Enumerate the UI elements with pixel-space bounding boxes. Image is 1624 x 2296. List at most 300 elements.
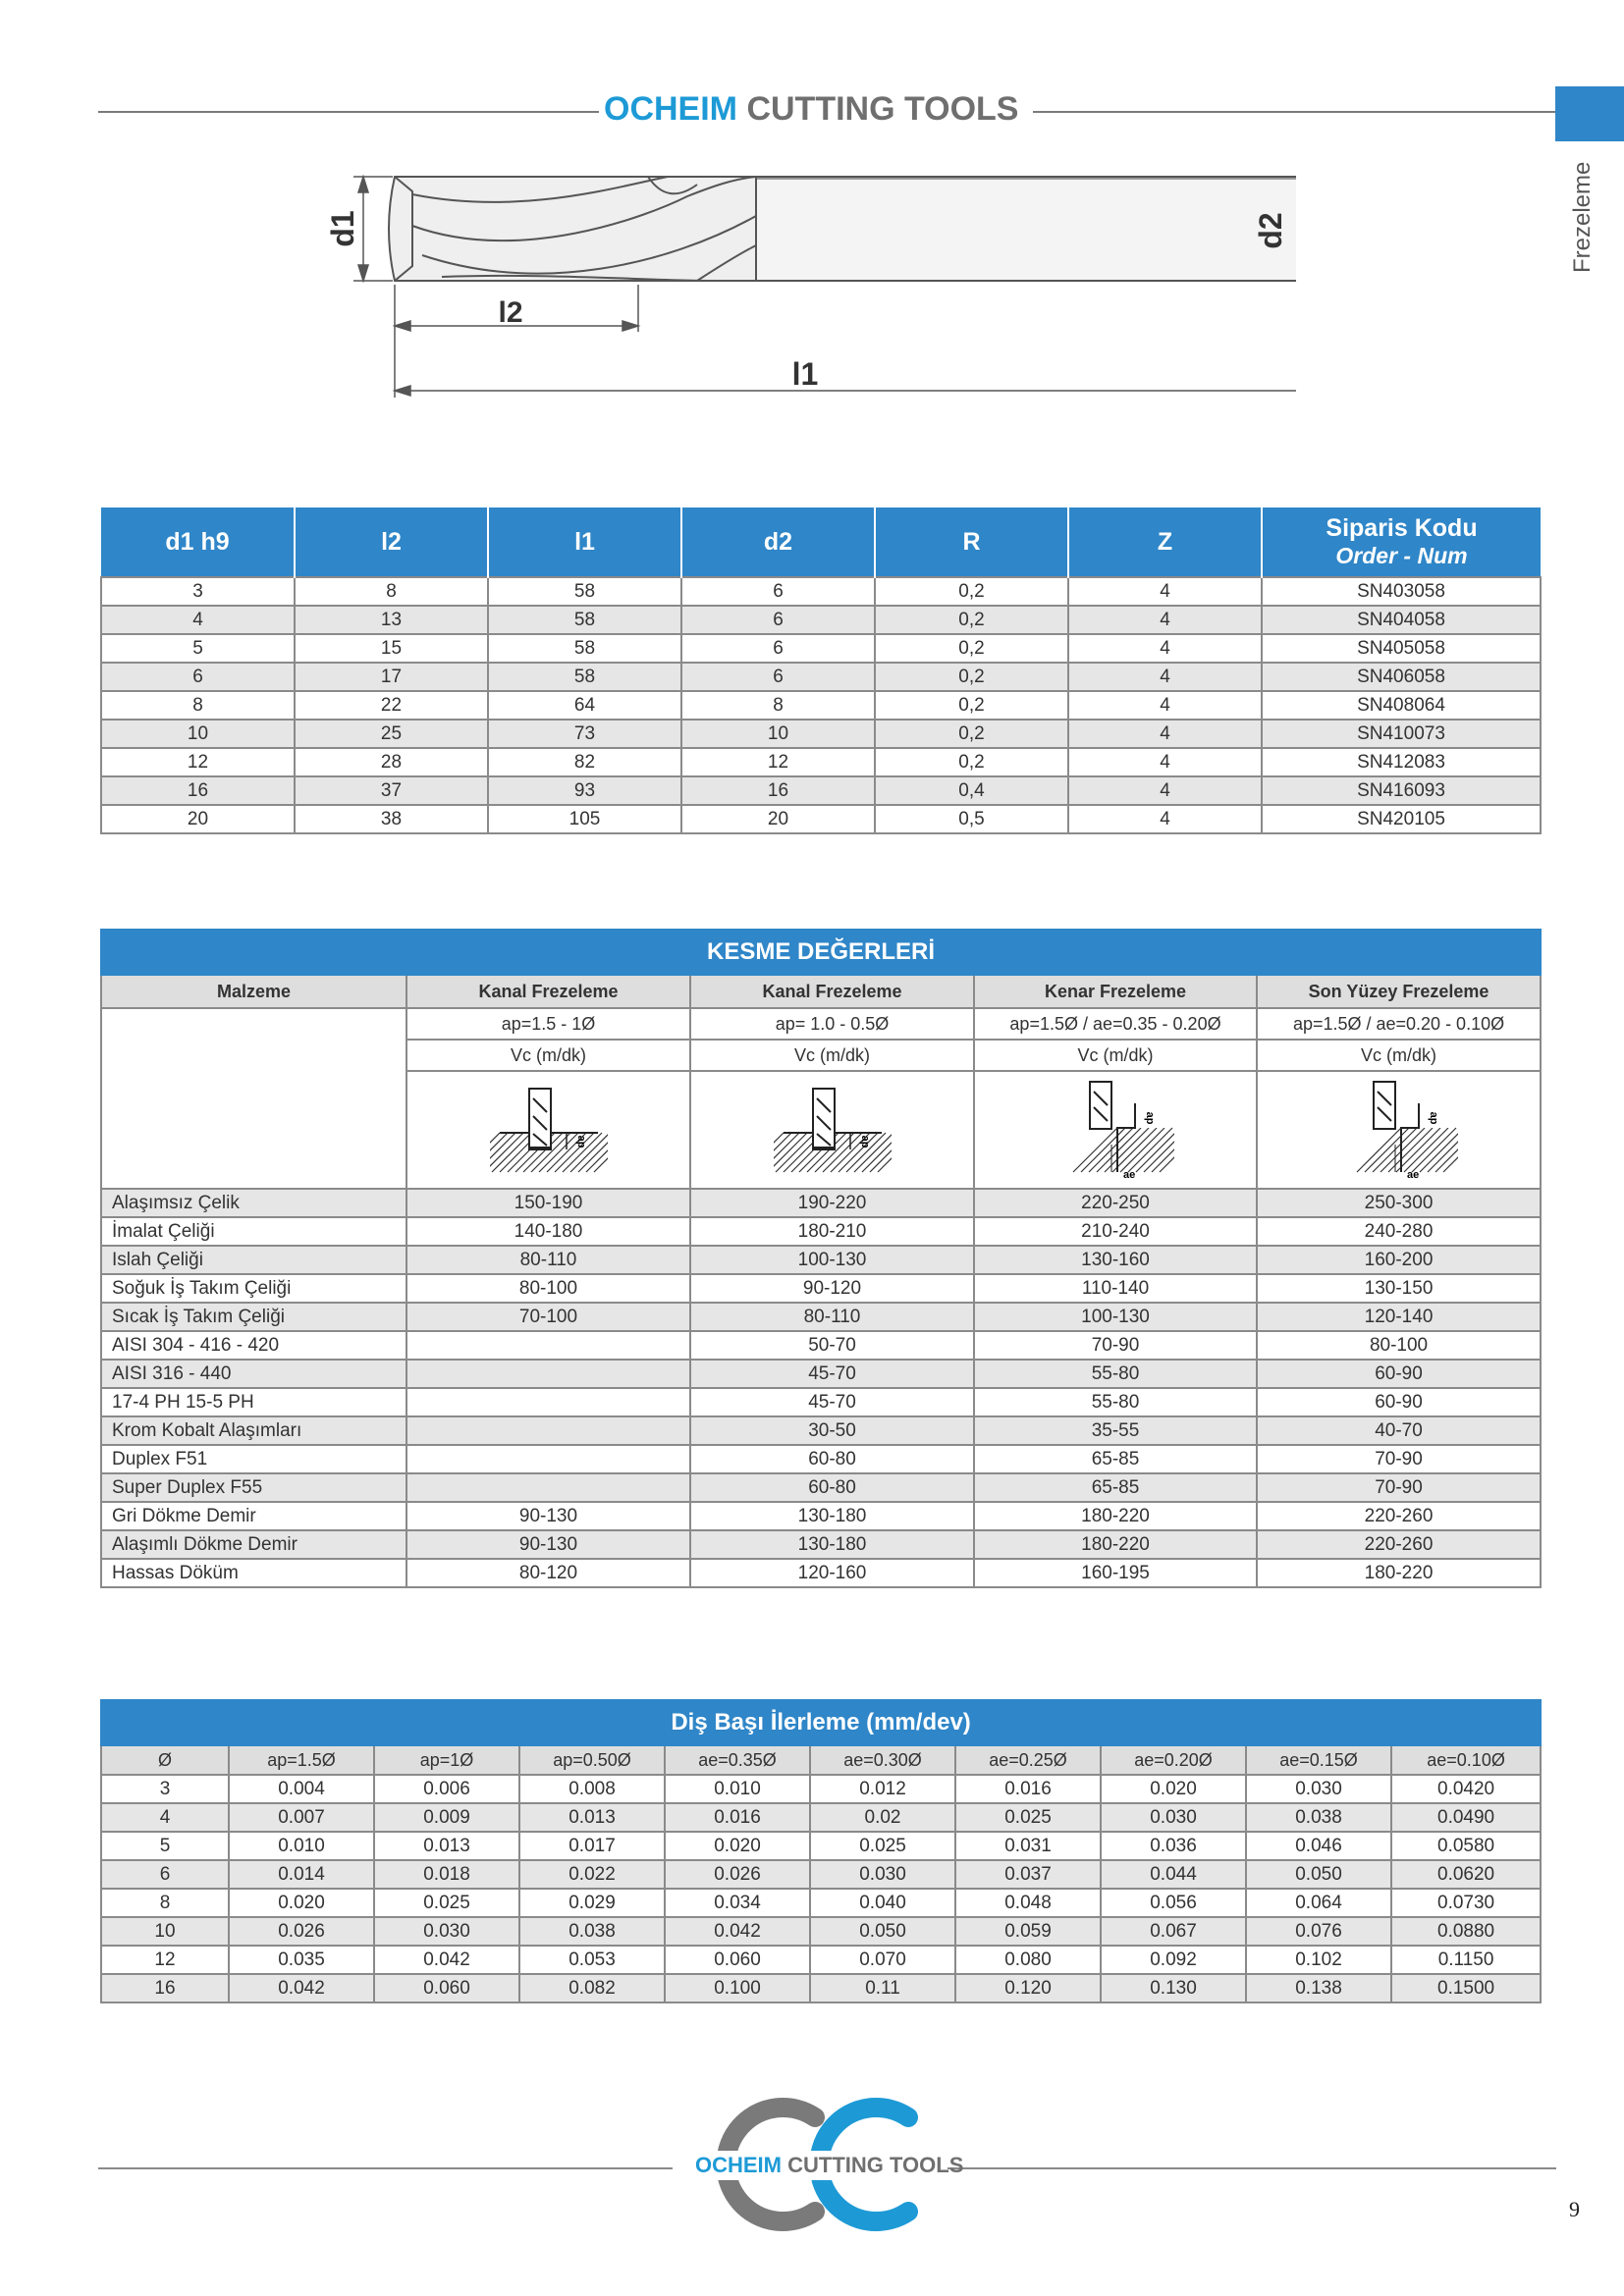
- table-cell: 4: [101, 606, 295, 634]
- header-d1: d1 h9: [101, 507, 295, 577]
- table-cell: 220-260: [1257, 1502, 1541, 1530]
- table-cell: 0.0420: [1391, 1775, 1541, 1803]
- table-cell: 105: [488, 805, 681, 833]
- table-cell: 0.100: [665, 1974, 810, 2002]
- feed-header-cell: ae=0.25Ø: [955, 1745, 1101, 1775]
- table-cell: 0.080: [955, 1946, 1101, 1974]
- table-cell: 0.029: [519, 1889, 665, 1917]
- table-row: [101, 1860, 1541, 1889]
- table-cell: 0.1150: [1391, 1946, 1541, 1974]
- table-cell: 0.064: [1246, 1889, 1391, 1917]
- table-cell: 0.010: [665, 1775, 810, 1803]
- unit-finish: Vc (m/dk): [1257, 1040, 1541, 1071]
- hatch-line: [1152, 1128, 1174, 1172]
- table-cell: SN420105: [1262, 805, 1541, 833]
- ae-label: ae: [1406, 1168, 1419, 1181]
- table-cell: 220-260: [1257, 1530, 1541, 1559]
- hatch-line: [774, 1133, 807, 1172]
- table-cell: 0.020: [1101, 1775, 1246, 1803]
- table-cell: 0.018: [374, 1860, 519, 1889]
- dimension-label-d2: [1237, 177, 1316, 285]
- table-cell: 22: [295, 691, 488, 720]
- ap-label: ap: [1144, 1111, 1156, 1124]
- param-side: ap=1.5Ø / ae=0.35 - 0.20Ø: [974, 1008, 1257, 1040]
- table-cell: 0.007: [229, 1803, 374, 1832]
- unit-slot-2: Vc (m/dk): [690, 1040, 974, 1071]
- table-cell: 0.013: [519, 1803, 665, 1832]
- table-cell: 10: [681, 720, 875, 748]
- table-row: [101, 720, 1541, 748]
- ae-label: ae: [1123, 1168, 1136, 1181]
- table-cell: 0.038: [1246, 1803, 1391, 1832]
- brand-word-1: OCHEIM: [604, 90, 737, 128]
- table-cell: 0.053: [519, 1946, 665, 1974]
- footer-rule-left: [98, 2167, 673, 2169]
- table-cell: [406, 1416, 690, 1445]
- hatch-line: [492, 1133, 531, 1172]
- table-row: [101, 1530, 1541, 1559]
- ap-label: ap: [1427, 1111, 1439, 1124]
- table-cell: 180-220: [974, 1530, 1257, 1559]
- table-cell: 90-130: [406, 1502, 690, 1530]
- table-row: [101, 1246, 1541, 1274]
- table-row: [101, 805, 1541, 833]
- header-finish: Son Yüzey Frezeleme: [1257, 975, 1541, 1008]
- table-cell: SN404058: [1262, 606, 1541, 634]
- table-cell: 240-280: [1257, 1217, 1541, 1246]
- table-cell: 0.037: [955, 1860, 1101, 1889]
- table-cell: 65-85: [974, 1473, 1257, 1502]
- table-cell: 190-220: [690, 1189, 974, 1217]
- table-cell: 28: [295, 748, 488, 776]
- table-cell: 5: [101, 634, 295, 663]
- table-cell: SN410073: [1262, 720, 1541, 748]
- table-cell: 0.034: [665, 1889, 810, 1917]
- feed-header-cell: ap=1Ø: [374, 1745, 519, 1775]
- table-cell: 0,2: [875, 691, 1068, 720]
- table-cell: 140-180: [406, 1217, 690, 1246]
- table-cell: 0.060: [374, 1974, 519, 2002]
- material-name: Hassas Döküm: [101, 1559, 406, 1587]
- feed-header-cell: ae=0.10Ø: [1391, 1745, 1541, 1775]
- table-cell: 4: [1068, 663, 1262, 691]
- table-cell: 8: [295, 577, 488, 606]
- table-row: [101, 691, 1541, 720]
- table-cell: 0.059: [955, 1917, 1101, 1946]
- table-cell: 0.042: [229, 1974, 374, 2002]
- table-row: [101, 1917, 1541, 1946]
- table-cell: 3: [101, 1775, 229, 1803]
- table-cell: 100-130: [974, 1303, 1257, 1331]
- table-cell: 6: [681, 634, 875, 663]
- table-cell: 6: [681, 577, 875, 606]
- table-cell: 93: [488, 776, 681, 805]
- table-cell: SN405058: [1262, 634, 1541, 663]
- footer-brand-word-2: CUTTING TOOLS: [787, 2153, 964, 2177]
- table-cell: 0.0620: [1391, 1860, 1541, 1889]
- table-cell: 0.070: [810, 1946, 955, 1974]
- table-cell: 0.025: [810, 1832, 955, 1860]
- table-cell: 10: [101, 720, 295, 748]
- table-cell: 0.130: [1101, 1974, 1246, 2002]
- table-cell: 0.0730: [1391, 1889, 1541, 1917]
- table-cell: 17: [295, 663, 488, 691]
- table-cell: 0.017: [519, 1832, 665, 1860]
- table-cell: 6: [101, 1860, 229, 1889]
- table-cell: 0,4: [875, 776, 1068, 805]
- table-cell: 3: [101, 577, 295, 606]
- table-cell: 4: [1068, 805, 1262, 833]
- table-cell: 210-240: [974, 1217, 1257, 1246]
- cleared-area: [1401, 1103, 1448, 1128]
- table-row: [101, 1803, 1541, 1832]
- table-cell: 60-90: [1257, 1360, 1541, 1388]
- table-row: [101, 1974, 1541, 2002]
- page-number: 9: [1569, 2197, 1580, 2221]
- table-cell: 0,2: [875, 720, 1068, 748]
- header-material: Malzeme: [101, 975, 406, 1008]
- header-brand: [604, 90, 1018, 129]
- dimension-table-header: [101, 507, 1541, 577]
- table-cell: 0.025: [955, 1803, 1101, 1832]
- table-cell: 0.006: [374, 1775, 519, 1803]
- side-milling-icon: [1056, 1074, 1174, 1182]
- table-cell: SN406058: [1262, 663, 1541, 691]
- hatch-line: [555, 1133, 594, 1172]
- table-cell: 0.082: [519, 1974, 665, 2002]
- feed-per-tooth-table: [100, 1699, 1542, 2003]
- cleared-area: [1117, 1103, 1164, 1128]
- material-name: Alaşımlı Dökme Demir: [101, 1530, 406, 1559]
- table-cell: 0.020: [665, 1832, 810, 1860]
- table-cell: 0.030: [1246, 1775, 1391, 1803]
- table-row: [101, 1946, 1541, 1974]
- header-l1: l1: [488, 507, 681, 577]
- table-cell: 64: [488, 691, 681, 720]
- table-cell: 6: [681, 663, 875, 691]
- material-blank-cell: [101, 1008, 406, 1189]
- table-cell: 0.067: [1101, 1917, 1246, 1946]
- table-cell: 58: [488, 663, 681, 691]
- table-cell: 0.010: [229, 1832, 374, 1860]
- table-cell: 15: [295, 634, 488, 663]
- table-cell: 70-100: [406, 1303, 690, 1331]
- table-row: [101, 1832, 1541, 1860]
- table-cell: 0.035: [229, 1946, 374, 1974]
- table-row: [101, 606, 1541, 634]
- table-cell: 0.042: [665, 1917, 810, 1946]
- table-cell: 0.11: [810, 1974, 955, 2002]
- material-name: Gri Dökme Demir: [101, 1502, 406, 1530]
- feed-table-title: Diş Başı İlerleme (mm/dev): [101, 1700, 1541, 1745]
- material-name: Soğuk İş Takım Çeliği: [101, 1274, 406, 1303]
- table-cell: 58: [488, 577, 681, 606]
- table-row: [101, 1502, 1541, 1530]
- table-cell: 0.012: [810, 1775, 955, 1803]
- table-cell: 0.030: [374, 1917, 519, 1946]
- table-cell: 0.004: [229, 1775, 374, 1803]
- table-cell: 8: [681, 691, 875, 720]
- table-cell: 180-210: [690, 1217, 974, 1246]
- side-tab-label-wrap: [1569, 145, 1598, 273]
- table-cell: 4: [1068, 634, 1262, 663]
- slot-milling-icon-cell-2: [690, 1071, 974, 1189]
- table-cell: 0.009: [374, 1803, 519, 1832]
- label-l2: l2: [498, 296, 523, 329]
- param-slot-1: ap=1.5 - 1Ø: [406, 1008, 690, 1040]
- table-cell: 40-70: [1257, 1416, 1541, 1445]
- table-cell: 0.026: [229, 1917, 374, 1946]
- header-slot-2: Kanal Frezeleme: [690, 975, 974, 1008]
- table-cell: 0.016: [665, 1803, 810, 1832]
- table-cell: 250-300: [1257, 1189, 1541, 1217]
- ap-label: ap: [858, 1135, 871, 1148]
- hatch-line: [839, 1133, 878, 1172]
- footer-brand: [695, 2153, 963, 2178]
- table-cell: 80-110: [690, 1303, 974, 1331]
- table-cell: 180-220: [1257, 1559, 1541, 1587]
- table-cell: 8: [101, 1889, 229, 1917]
- header-order: [1262, 507, 1541, 577]
- unit-slot-1: Vc (m/dk): [406, 1040, 690, 1071]
- slot-milling-icon-cell-1: [406, 1071, 690, 1189]
- feed-header-cell: ap=0.50Ø: [519, 1745, 665, 1775]
- table-cell: [406, 1360, 690, 1388]
- param-finish: ap=1.5Ø / ae=0.20 - 0.10Ø: [1257, 1008, 1541, 1040]
- table-cell: 0.008: [519, 1775, 665, 1803]
- table-cell: [406, 1331, 690, 1360]
- table-cell: 0.040: [810, 1889, 955, 1917]
- table-row: [101, 663, 1541, 691]
- header-side: Kenar Frezeleme: [974, 975, 1257, 1008]
- table-row: [101, 577, 1541, 606]
- header-rule-right: [1033, 111, 1555, 113]
- table-cell: 60-80: [690, 1473, 974, 1502]
- table-row: [101, 1303, 1541, 1331]
- feed-header-cell: ap=1.5Ø: [229, 1745, 374, 1775]
- table-cell: 0.056: [1101, 1889, 1246, 1917]
- hatch-line: [1435, 1128, 1458, 1172]
- table-cell: [406, 1473, 690, 1502]
- table-cell: 0.038: [519, 1917, 665, 1946]
- table-cell: 80-100: [1257, 1331, 1541, 1360]
- slot-milling-icon: [774, 1079, 892, 1177]
- material-name: Duplex F51: [101, 1445, 406, 1473]
- table-cell: 0.026: [665, 1860, 810, 1889]
- table-cell: [406, 1388, 690, 1416]
- table-cell: 12: [101, 1946, 229, 1974]
- table-cell: 4: [1068, 748, 1262, 776]
- table-row: [101, 634, 1541, 663]
- table-cell: 0.120: [955, 1974, 1101, 2002]
- table-cell: 45-70: [690, 1360, 974, 1388]
- table-cell: 0.0880: [1391, 1917, 1541, 1946]
- table-row: [101, 1274, 1541, 1303]
- table-cell: 0.030: [810, 1860, 955, 1889]
- cutting-values-table: [100, 929, 1542, 1588]
- table-cell: 0,2: [875, 634, 1068, 663]
- table-cell: 70-90: [1257, 1473, 1541, 1502]
- table-cell: 0.050: [1246, 1860, 1391, 1889]
- material-name: AISI 304 - 416 - 420: [101, 1331, 406, 1360]
- cutting-table-title: KESME DEĞERLERİ: [101, 930, 1541, 975]
- material-name: Alaşımsız Çelik: [101, 1189, 406, 1217]
- table-cell: 0.016: [955, 1775, 1101, 1803]
- table-cell: 55-80: [974, 1360, 1257, 1388]
- table-cell: 45-70: [690, 1388, 974, 1416]
- cutting-table-header: [101, 975, 1541, 1008]
- finish-milling-icon-cell: [1257, 1071, 1541, 1189]
- header-slot-1: Kanal Frezeleme: [406, 975, 690, 1008]
- table-cell: 0.060: [665, 1946, 810, 1974]
- feed-header-cell: Ø: [101, 1745, 229, 1775]
- table-cell: 0.046: [1246, 1832, 1391, 1860]
- table-cell: 0.050: [810, 1917, 955, 1946]
- feed-table-header: [101, 1745, 1541, 1775]
- table-cell: 0.013: [374, 1832, 519, 1860]
- table-cell: 20: [681, 805, 875, 833]
- hatch-line: [776, 1133, 815, 1172]
- header-order-line2: Order - Num: [1335, 543, 1468, 568]
- table-cell: 4: [101, 1803, 229, 1832]
- table-cell: 12: [681, 748, 875, 776]
- table-cell: 0,2: [875, 606, 1068, 634]
- table-row: [101, 1217, 1541, 1246]
- side-milling-icon-cell: [974, 1071, 1257, 1189]
- table-row: [101, 1473, 1541, 1502]
- footer-rule-right: [947, 2167, 1556, 2169]
- table-cell: 80-110: [406, 1246, 690, 1274]
- table-cell: 0.048: [955, 1889, 1101, 1917]
- header-d2: d2: [681, 507, 875, 577]
- footer-brand-word-1: OCHEIM: [695, 2153, 782, 2177]
- table-cell: 0.102: [1246, 1946, 1391, 1974]
- label-d1: d1: [325, 210, 360, 247]
- table-cell: 0.044: [1101, 1860, 1246, 1889]
- table-cell: 25: [295, 720, 488, 748]
- hatch-line: [1443, 1128, 1458, 1172]
- table-cell: 0.031: [955, 1832, 1101, 1860]
- table-cell: 180-220: [974, 1502, 1257, 1530]
- table-cell: 8: [101, 691, 295, 720]
- label-d2: d2: [1253, 212, 1288, 249]
- table-cell: 160-200: [1257, 1246, 1541, 1274]
- cutter-body: [1374, 1082, 1395, 1129]
- table-cell: 0.030: [1101, 1803, 1246, 1832]
- material-name: Krom Kobalt Alaşımları: [101, 1416, 406, 1445]
- table-cell: 100-130: [690, 1246, 974, 1274]
- unit-side: Vc (m/dk): [974, 1040, 1257, 1071]
- table-cell: 150-190: [406, 1189, 690, 1217]
- table-row: [101, 1416, 1541, 1445]
- table-cell: 160-195: [974, 1559, 1257, 1587]
- table-cell: SN403058: [1262, 577, 1541, 606]
- table-cell: 70-90: [1257, 1445, 1541, 1473]
- feed-header-cell: ae=0.30Ø: [810, 1745, 955, 1775]
- table-cell: 120-140: [1257, 1303, 1541, 1331]
- table-row: [101, 1445, 1541, 1473]
- table-cell: 50-70: [690, 1331, 974, 1360]
- table-cell: 35-55: [974, 1416, 1257, 1445]
- table-cell: 80-100: [406, 1274, 690, 1303]
- feed-table-title-row: [101, 1700, 1541, 1745]
- table-cell: 6: [681, 606, 875, 634]
- table-cell: 120-160: [690, 1559, 974, 1587]
- cutter-body: [1090, 1082, 1111, 1129]
- table-cell: 0,5: [875, 805, 1068, 833]
- hatch-line: [490, 1133, 523, 1172]
- table-cell: 55-80: [974, 1388, 1257, 1416]
- table-cell: 80-120: [406, 1559, 690, 1587]
- table-cell: 130-160: [974, 1246, 1257, 1274]
- table-cell: 0,2: [875, 748, 1068, 776]
- param-slot-2: ap= 1.0 - 0.5Ø: [690, 1008, 974, 1040]
- table-cell: 0.1500: [1391, 1974, 1541, 2002]
- table-cell: 4: [1068, 691, 1262, 720]
- header-rule-left: [98, 111, 599, 113]
- cutting-table-title-row: [101, 930, 1541, 975]
- table-cell: 0.076: [1246, 1917, 1391, 1946]
- dimension-table: [100, 507, 1542, 834]
- table-cell: 70-90: [974, 1331, 1257, 1360]
- table-cell: 4: [1068, 720, 1262, 748]
- table-cell: 0.036: [1101, 1832, 1246, 1860]
- feed-header-cell: ae=0.35Ø: [665, 1745, 810, 1775]
- table-cell: 16: [681, 776, 875, 805]
- table-cell: 13: [295, 606, 488, 634]
- table-row: [101, 1189, 1541, 1217]
- material-name: Sıcak İş Takım Çeliği: [101, 1303, 406, 1331]
- table-cell: 0.138: [1246, 1974, 1391, 2002]
- table-cell: 16: [101, 776, 295, 805]
- table-cell: 6: [101, 663, 295, 691]
- table-cell: 0.022: [519, 1860, 665, 1889]
- table-cell: 12: [101, 748, 295, 776]
- table-cell: 4: [1068, 776, 1262, 805]
- finish-milling-icon: [1340, 1074, 1458, 1182]
- table-cell: 10: [101, 1917, 229, 1946]
- ap-label: ap: [574, 1135, 587, 1148]
- material-name: Islah Çeliği: [101, 1246, 406, 1274]
- table-row: [101, 1331, 1541, 1360]
- table-cell: 58: [488, 634, 681, 663]
- table-row: [101, 1559, 1541, 1587]
- table-cell: SN408064: [1262, 691, 1541, 720]
- side-tab: [1555, 86, 1624, 141]
- header-l2: l2: [295, 507, 488, 577]
- feed-header-cell: ae=0.20Ø: [1101, 1745, 1246, 1775]
- hatch-line: [1160, 1128, 1174, 1172]
- table-cell: SN412083: [1262, 748, 1541, 776]
- table-cell: 220-250: [974, 1189, 1257, 1217]
- slot-milling-icon: [490, 1079, 608, 1177]
- table-cell: 0.0580: [1391, 1832, 1541, 1860]
- table-row: [101, 748, 1541, 776]
- table-row: [101, 1388, 1541, 1416]
- label-l1: l1: [791, 356, 819, 392]
- table-cell: 65-85: [974, 1445, 1257, 1473]
- table-cell: 0.020: [229, 1889, 374, 1917]
- header-r: R: [875, 507, 1068, 577]
- table-cell: 130-180: [690, 1502, 974, 1530]
- table-cell: 130-150: [1257, 1274, 1541, 1303]
- material-name: 17-4 PH 15-5 PH: [101, 1388, 406, 1416]
- dimension-labels: [324, 157, 1306, 402]
- table-cell: 5: [101, 1832, 229, 1860]
- table-cell: 0.014: [229, 1860, 374, 1889]
- table-cell: 20: [101, 805, 295, 833]
- table-cell: 0.0490: [1391, 1803, 1541, 1832]
